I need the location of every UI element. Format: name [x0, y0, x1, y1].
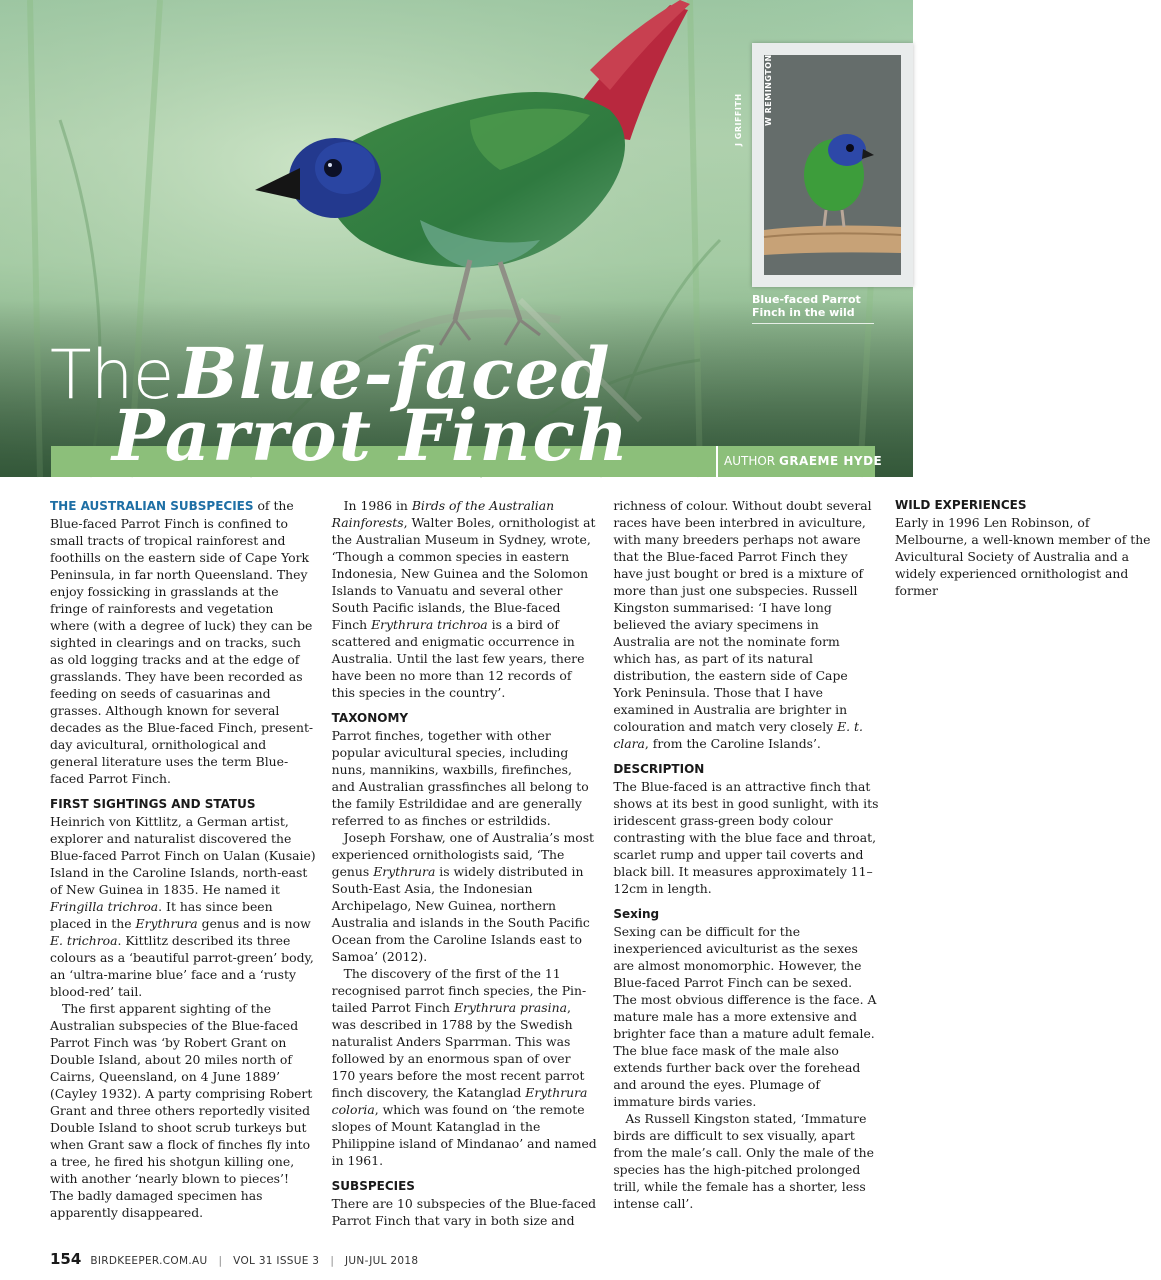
page-number: 154 — [50, 1250, 82, 1268]
taxonomy-p1: Parrot finches, together with other popular avicultural species, including nuns, mannikins, waxbills, firefinches, and Australian grassfinches all belong to the family Estrildidae and are generally referred to as finches or estrildids. — [331, 728, 589, 828]
title-line-2: Parrot Finch — [112, 394, 630, 477]
description-p1: The Blue-faced is an attractive finch that shows at its best in good sunlight, with its iridescent grass-green body colour contrasting with the blue face and throat, scarlet rump and upper tail coverts and black bill. It measures approximately 11–12cm in length. — [613, 779, 879, 896]
sexing-p2: As Russell Kingston stated, ‘Immature birds are difficult to sex visually, apart from the male’s call. Only the male of the species has the high-pitched prolonged trill, while the female has a shorter, less intense call’. — [613, 1111, 874, 1211]
heading-sexing: Sexing — [613, 907, 660, 921]
taxonomy-p2: Joseph Forshaw, one of Australia’s most experienced ornithologists said, ‘The genus Erythrura is widely distributed in South-East Asia, the Indonesian Archipelago, New Guinea, northern Australia and islands in the South Pacific Ocean from the Caroline Islands east to Samoa’ (2012). — [331, 830, 595, 964]
title-the: The — [50, 336, 174, 415]
heading-subspecies: SUBSPECIES — [331, 1179, 415, 1193]
lead-in: THE AUSTRALIAN SUBSPECIES — [50, 499, 254, 513]
footer-separator: | — [218, 1255, 223, 1267]
photo-credit-main: J GRIFFITH — [734, 93, 743, 146]
hero-section — [0, 0, 913, 477]
inset-caption: Blue-faced Parrot Finch in the wild — [752, 293, 874, 324]
author-label: AUTHOR — [724, 454, 776, 468]
wild-p1: Early in 1996 Len Robinson, of Melbourne, a well-known member of the Avicultural Society of Australia and a widely experienced ornithologist and former — [894, 515, 1151, 598]
subspecies-p1: There are 10 subspecies of the Blue-faced Parrot Finch that vary in both size and richness of colour. Without doubt several races have been interbred in aviculture, with many breeders perhaps not aware that the Blue-faced Parrot Finch they have just bought or bred is a mixture of more than just one subspecies. Russell Kingston summarised: ‘I have long believed the aviary specimens in Australia are not the nominate form which has, as part of its natural distribution, the eastern side of Cape York Peninsula. Those that I have examined in Australia are brighter in colouration and match very closely E. t. clara, from the Caroline Islands’. — [331, 498, 872, 1228]
intro-paragraph: THE AUSTRALIAN SUBSPECIES of the Blue-faced Parrot Finch is confined to small tracts of tropical rainforest and foothills on the eastern side of Cape York Peninsula, in far north Queensland. They enjoy fossicking in grasslands at the fringe of rainforests and vegetation where (with a degree of luck) they can be sighted in clearings and on tracks, such as old logging tracks and at the edge of grasslands. They have been recorded as feeding on seeds of casuarinas and grasses. Although known for several decades as the Blue-faced Finch, present-day avicultural, ornithological and general literature uses the term Blue-faced Parrot Finch. — [50, 498, 314, 786]
footer-volume: VOL 31 ISSUE 3 — [233, 1255, 320, 1267]
taxonomy-p3: The discovery of the first of the 11 recognised parrot finch species, the Pin-tailed Parrot Finch Erythrura prasina, was described in 1788 by the Swedish naturalist Anders Sparrman. This was followed by an enormous span of over 170 years before the most recent parrot finch discovery, the Katanglad Erythrura coloria, which was found on ‘the remote slopes of Mount Katanglad in the Philippine island of Mindanao’ and named in 1961. — [331, 966, 597, 1168]
inset-bird-photo — [764, 55, 901, 275]
footer-date: JUN-JUL 2018 — [345, 1255, 419, 1267]
first-sightings-p2: The first apparent sighting of the Australian subspecies of the Blue-faced Parrot Finch was ‘by Robert Grant on Double Island, about 20 miles north of Cairns, Queensland, on 4 June 1889’ (Cayley 1932). A party comprising Robert Grant and three others reportedly visited Double Island to shoot scrub turkeys but when Grant saw a flock of finches fly into a tree, he fired his shotgun killing one, with another ‘nearly blown to pieces’! The badly damaged specimen has apparently disappeared. — [50, 1001, 313, 1220]
sexing-p1: Sexing can be difficult for the inexperienced aviculturist as the sexes are almost monomorphic. However, the Blue-faced Parrot Finch can be sexed. The most obvious difference is the face. A mature male has a more extensive and brighter face than a mature adult female. The blue face mask of the male also extends further back over the forehead and around the eyes. Plumage of immature birds varies. — [613, 924, 877, 1109]
title-line-1: Blue-faced — [178, 332, 611, 415]
heading-description: DESCRIPTION — [613, 762, 705, 776]
heading-taxonomy: TAXONOMY — [331, 711, 409, 725]
heading-first-sightings: FIRST SIGHTINGS AND STATUS — [50, 797, 256, 811]
author-credit — [716, 446, 883, 477]
footer-separator-2: | — [330, 1255, 334, 1267]
first-sightings-p3: In 1986 in Birds of the Australian Rainforests, Walter Boles, ornithologist at the Australian Museum in Sydney, wrote, ‘Though a common species in eastern Indonesia, New Guinea and the Solomon Islands to Vanuatu and several other South Pacific islands, the Blue-faced Finch Erythrura trichroa is a bird of scattered and enigmatic occurrence in Australia. Until the last few years, there have been no more than 12 records of this species in the country’. — [331, 498, 596, 700]
first-sightings-p1: Heinrich von Kittlitz, a German artist, explorer and naturalist discovered the Blue-faced Parrot Finch on Ualan (Kusaie) Island in the Caroline Islands, north-east of New Guinea in 1835. He named it Fringilla trichroa. It has since been placed in the Erythrura genus and is now E. trichroa. Kittlitz described its three colours as a ‘beautiful parrot-green’ body, an ‘ultra-marine blue’ face and a ‘rusty blood-red’ tail. — [50, 814, 316, 999]
page-footer — [50, 1249, 418, 1268]
heading-wild-experiences: WILD EXPERIENCES — [894, 498, 1027, 512]
footer-site: BIRDKEEPER.COM.AU — [90, 1255, 208, 1267]
article-body — [50, 497, 1151, 1244]
photo-credit-inset: W REMINGTON — [764, 54, 773, 126]
author-name: GRAEME HYDE — [778, 454, 883, 468]
